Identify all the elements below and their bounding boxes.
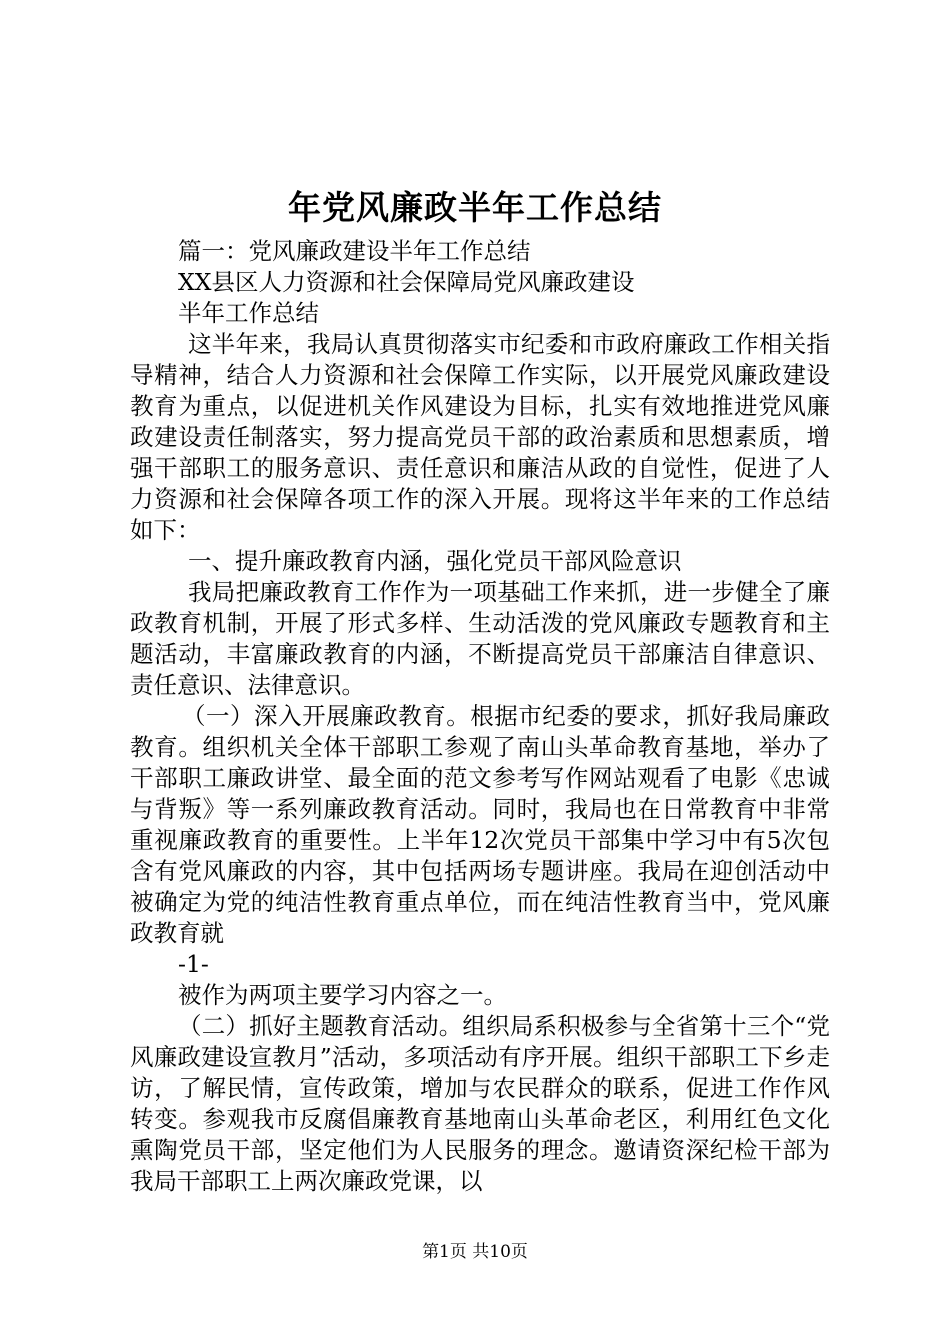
paragraph: 被作为两项主要学习内容之一。 bbox=[178, 981, 507, 1009]
section-heading: 篇一：党风廉政建设半年工作总结 bbox=[178, 237, 531, 265]
paragraph: 我局把廉政教育工作作为一项基础工作来抓，进一步健全了廉政教育机制，开展了形式多样、生动活泼的党风廉政专题教育和主题活动，丰富廉政教育的内涵，不断提高党员干部廉洁自律意识、责任意识、法律意识。 bbox=[130, 578, 830, 699]
paragraph: （一）深入开展廉政教育。根据市纪委的要求，抓好我局廉政教育。组织机关全体干部职工参观了南山头革命教育基地，举办了干部职工廉政讲堂、最全面的范文参考写作网站观看了电影《忠诚与背叛》等一系列廉政教育活动。同时，我局也在日常教育中非常重视廉政教育的重要性。上半年12次党员干部集中学习中有5次包含有党风廉政的内容，其中包括两场专题讲座。我局在迎创活动中被确定为党的纯洁性教育重点单位，而在纯洁性教育当中，党风廉政教育就 bbox=[130, 702, 830, 947]
page-marker: -1- bbox=[178, 950, 209, 978]
document-title: 年党风廉政半年工作总结 bbox=[288, 188, 662, 227]
paragraph: 这半年来，我局认真贯彻落实市纪委和市政府廉政工作相关指导精神，结合人力资源和社会保障工作实际，以开展党风廉政建设教育为重点，以促进机关作风建设为目标，扎实有效地推进党风廉政建设责任制落实，努力提高党员干部的政治素质和思想素质，增强干部职工的服务意识、责任意识和廉洁从政的自觉性，促进了人力资源和社会保障各项工作的深入开展。现将这半年来的工作总结如下： bbox=[130, 330, 830, 544]
subtitle-line: XX县区人力资源和社会保障局党风廉政建设 bbox=[178, 268, 635, 296]
paragraph: （二）抓好主题教育活动。组织局系积极参与全省第十三个“党风廉政建设宣教月”活动，多项活动有序开展。组织干部职工下乡走访，了解民情，宣传政策，增加与农民群众的联系，促进工作作风转变。参观我市反腐倡廉教育基地南山头革命老区，利用红色文化熏陶党员干部，坚定他们为人民服务的理念。邀请资深纪检干部为我局干部职工上两次廉政党课，以 bbox=[130, 1012, 830, 1195]
subtitle-line: 半年工作总结 bbox=[178, 299, 319, 327]
page-footer: 第1页 共10页 bbox=[422, 1242, 528, 1262]
section-heading: 一、提升廉政教育内涵，强化党员干部风险意识 bbox=[188, 547, 682, 575]
document-body bbox=[130, 236, 830, 1197]
